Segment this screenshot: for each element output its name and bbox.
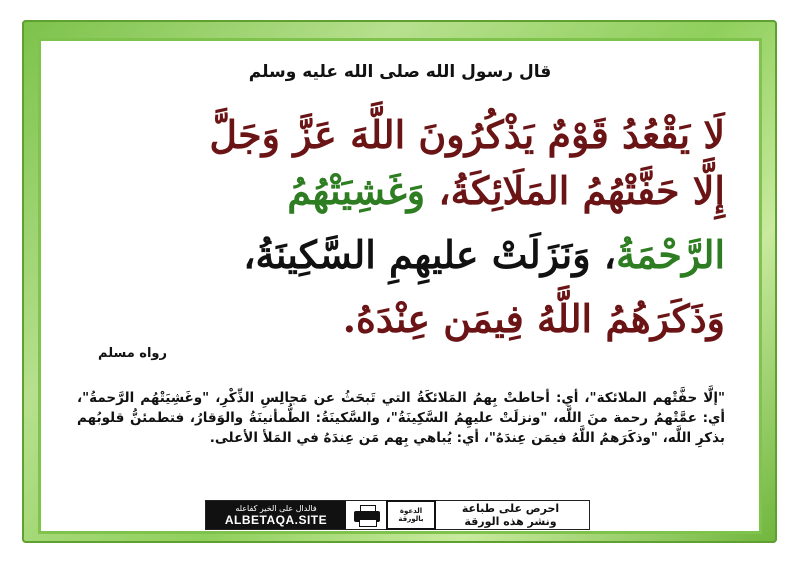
dawah-logo xyxy=(386,500,436,530)
hadith-line-3-part-b: ، وَنَزَلَتْ عليهِمِ السَّكِينَةُ، xyxy=(243,232,617,277)
footer-site-box xyxy=(206,501,346,529)
footer-bar xyxy=(205,500,590,530)
hadith-line-2-part-b: وَغَشِيَتْهُمُ xyxy=(287,168,426,213)
footer-site-link[interactable]: ALBETAQA.SITE xyxy=(224,512,328,527)
page-title: قال رسول الله صلى الله عليه وسلم xyxy=(248,62,552,82)
hadith-line-3-part-a: الرَّحْمَةُ xyxy=(616,232,725,277)
printer-icon xyxy=(352,504,382,526)
hadith-line-2 xyxy=(75,168,725,213)
narrator-label: رواه مسلم xyxy=(98,346,167,361)
footer-slogan: فالدال على الخير كفاعله xyxy=(235,503,317,513)
hadith-line-4: وَذَكَرَهُمُ اللَّهُ فِيمَن عِنْدَهُ. xyxy=(342,296,725,341)
footer-note-line-1: احرص على طباعة xyxy=(461,502,560,515)
hadith-line-3 xyxy=(75,232,725,277)
footer-note-line-2: ونشر هذه الورقة xyxy=(464,515,557,528)
logo-text: الدعوة بالورقة xyxy=(398,507,424,523)
hadith-line-2-part-a: إِلَّا حَفَّتْهُمُ المَلَائِكَةُ، xyxy=(425,168,725,213)
explanation-text: "إلَّا حفَّتْهم الملائكة"، أي: أحاطتْ بِهمُ المَلائكَةُ التي تَبحَثُ عن مَجالِسِ الذِّكْرِ، "وغَشِيَتْهُم الرَّحمةُ"، أي: عمَّتْهمُ رحمة منَ اللَّه، "ونزلَتْ عليهِمُ السَّكِينَةُ"، والسَّكينَةُ: الطُّمأنينَةُ والوَقارُ، فتطمئنُّ قلوبُهم بذكرِ اللَّه، "وذكَرَهمُ اللَّهُ فيمَن عِندَهُ"، أي: يُباهي بِهم مَن عِندَهُ في المَلأ الأعلى. xyxy=(77,390,725,446)
hadith-line-1: لَا يَقْعُدُ قَوْمٌ يَذْكُرُونَ اللَّهَ عَزَّ وَجَلَّ xyxy=(209,112,725,157)
footer-print-note xyxy=(436,502,589,528)
